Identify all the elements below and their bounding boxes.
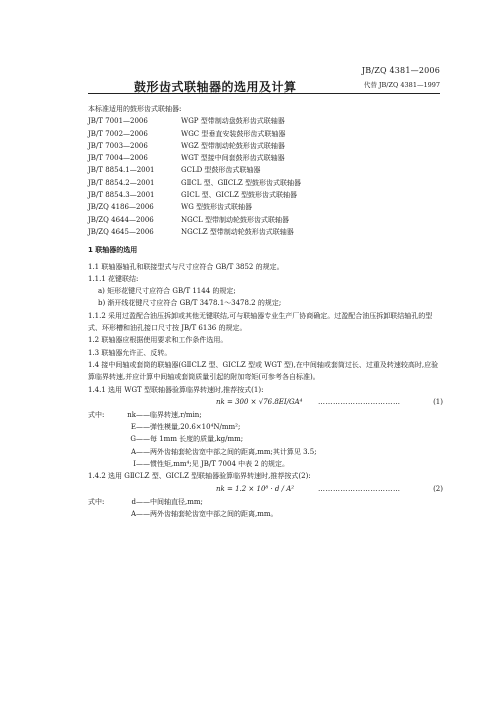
clause-1-4: 1.4 接中间轴或套筒的联轴器(GⅡCLZ 型、GⅠCLZ 型或 WGT 型),在中间轴或套筒过长、过重及转速较高时,应验算临界转速,并应计算中间轴或套筒质量引起的附加弯矩(可参考各自标准)。 (88, 360, 439, 382)
standard-code: JB/T 7003—2006 (88, 141, 148, 150)
standard-name: WGZ 型带制动轮鼓形齿式联轴器 (181, 141, 285, 150)
standard-number: JB/ZQ 4381—2006 (361, 66, 440, 75)
standard-name: GⅠCL 型、GⅠCLZ 型鼓形齿式联轴器 (181, 191, 298, 200)
standard-name: GCLD 型鼓形齿式联轴器 (181, 166, 261, 175)
standard-item (88, 226, 443, 238)
header-rule (88, 93, 440, 94)
standard-item (88, 128, 443, 140)
definition-row (88, 421, 443, 433)
intro-text: 本标准适用的鼓形齿式联轴器: (88, 105, 182, 113)
formula-2-number: (2) (433, 484, 443, 493)
standard-code: JB/ZQ 4645—2006 (88, 227, 154, 236)
formula-2-leader: …………………………… (318, 484, 401, 493)
document-title: 鼓形齿式联轴器的选用及计算 (134, 80, 297, 94)
standard-item (88, 115, 443, 127)
definition-text: ——中间轴直径,mm; (136, 497, 203, 506)
definition-row (88, 409, 443, 421)
standard-name: GⅡCL 型、GⅡCLZ 型鼓形齿式联轴器 (181, 178, 302, 187)
clause-1-1-2: 1.1.2 采用过盈配合油压拆卸或其他无键联结,可与联轴器专业生产厂协商确定。过盈配合油压拆卸联结轴孔的型式、环形槽和油孔接口尺寸按 JB/T 6136 的规定。 (88, 311, 433, 333)
formula-1-expression: nk = 300 × √76.8EI/GA⁴ (216, 397, 303, 406)
definition-lead: 式中: (88, 497, 105, 506)
standard-item (88, 189, 443, 201)
formula-1-leader: …………………………… (318, 397, 401, 406)
formula-2-definitions (88, 496, 443, 521)
definition-term: A (130, 509, 136, 518)
definition-term: d (131, 497, 136, 506)
definition-text: ——惯性矩,mm⁴;见 JB/T 7004 中表 2 的规定。 (136, 460, 290, 469)
replaces-note: 代替 JB/ZQ 4381—1997 (363, 81, 440, 89)
definition-text: ——两外齿轴套轮齿宽中部之间的距离,mm。 (136, 509, 278, 518)
section-heading: 1 联轴器的选用 (88, 246, 138, 255)
definition-text: ——两外齿轴套轮齿宽中部之间的距离,mm;其计算见 3.5; (136, 447, 317, 456)
standard-code: JB/T 8854.3—2001 (88, 191, 155, 200)
standard-name: WGT 型接中间套鼓形齿式联轴器 (181, 154, 285, 163)
clause-1-4-2: 1.4.2 选用 GⅡCLZ 型、GⅠCLZ 型联轴器验算临界转速时,推荐按式(2): (88, 472, 311, 481)
clause-1-4-1: 1.4.1 选用 WGT 型联轴器验算临界转速时,推荐按式(1): (88, 385, 264, 394)
definition-term: I (133, 460, 136, 469)
formula-1-number: (1) (433, 397, 443, 406)
standard-item (88, 214, 443, 226)
definition-row (88, 446, 443, 458)
standard-item (88, 140, 443, 152)
definition-row (88, 496, 443, 508)
standard-code: JB/T 8854.2—2001 (88, 178, 155, 187)
standard-item (88, 152, 443, 164)
standard-code: JB/T 7004—2006 (88, 154, 148, 163)
standard-name: WGC 型垂直安装鼓形齿式联轴器 (181, 129, 286, 138)
standard-code: JB/ZQ 4186—2006 (88, 203, 154, 212)
definition-term: A (130, 447, 136, 456)
clause-1-1-1-a: a) 矩形花键尺寸应符合 GB/T 1144 的规定; (98, 287, 236, 296)
definition-term: G (130, 435, 136, 444)
definition-text: ——临界转速,r/min; (136, 410, 202, 419)
formula-2-expression: nk = 1.2 × 10⁸ · d / A² (216, 484, 295, 493)
clause-1-1-1: 1.1.1 花键联结: (88, 274, 139, 283)
definition-text: ——弹性模量,20.6×10⁴N/mm²; (136, 423, 241, 432)
standard-name: NGCLZ 型带制动轮鼓形齿式联轴器 (181, 227, 294, 236)
formula-1 (88, 396, 443, 409)
definition-term: E (130, 423, 136, 432)
clause-1-1: 1.1 联轴器轴孔和联接型式与尺寸应符合 GB/T 3852 的规定。 (88, 262, 284, 271)
definition-row (88, 458, 443, 470)
definition-text: ——每 1mm 长度的质量,kg/mm; (136, 435, 244, 444)
formula-1-definitions (88, 409, 443, 470)
standard-code: JB/T 7002—2006 (88, 129, 148, 138)
standard-code: JB/T 7001—2006 (88, 117, 148, 126)
standard-item (88, 164, 443, 176)
document-body (88, 103, 443, 520)
definition-row (88, 508, 443, 520)
standard-name: WGP 型带制动盘鼓形齿式联轴器 (181, 117, 285, 126)
definition-row (88, 433, 443, 445)
standard-code: JB/T 8854.1—2001 (88, 166, 155, 175)
standard-code: JB/ZQ 4644—2006 (88, 215, 154, 224)
clause-1-1-1-b: b) 渐开线花键尺寸应符合 GB/T 3478.1～3478.2 的规定; (98, 299, 282, 308)
standard-name: NGCL 型带制动轮鼓形齿式联轴器 (181, 215, 289, 224)
clause-1-2: 1.2 联轴器应根据使用要求和工作条件选用。 (88, 336, 228, 345)
definition-lead: 式中: (88, 410, 105, 419)
standards-list (88, 115, 443, 238)
standard-name: WG 型鼓形齿式联轴器 (181, 203, 253, 212)
standard-item (88, 177, 443, 189)
clause-1-3: 1.3 联轴器允许正、反转。 (88, 348, 172, 357)
definition-term: nk (127, 410, 136, 419)
formula-2 (88, 483, 443, 496)
standard-item (88, 201, 443, 213)
